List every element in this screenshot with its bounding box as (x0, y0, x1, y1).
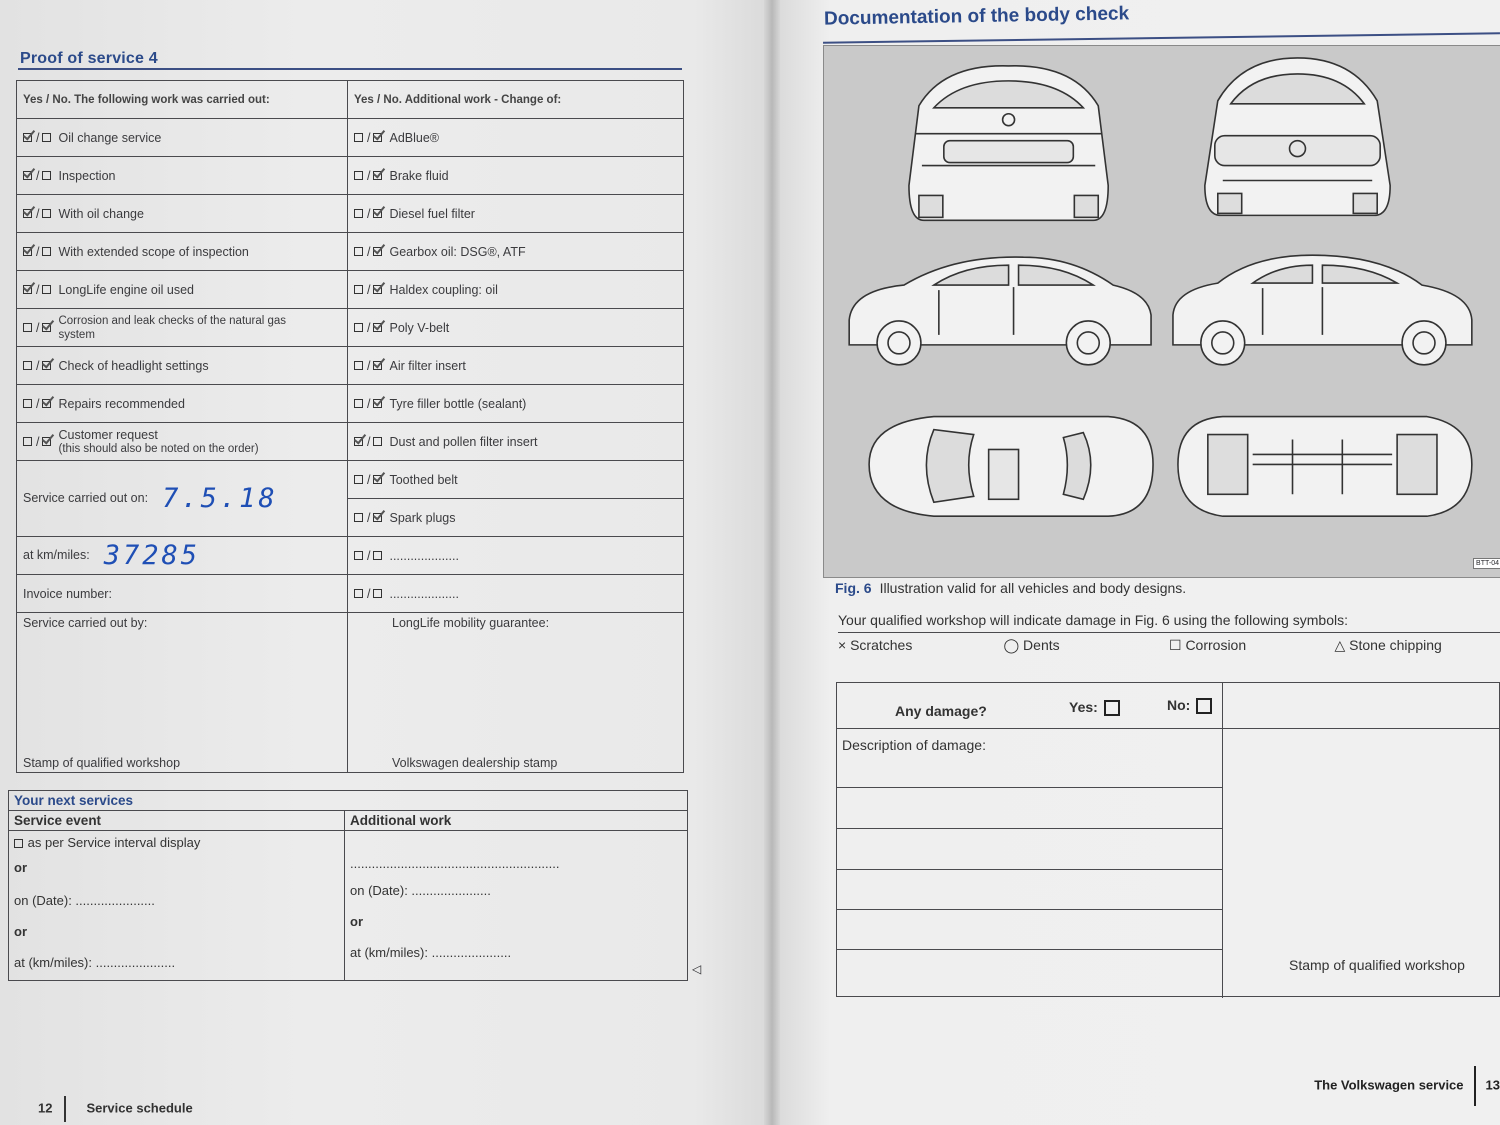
next-services-title: Your next services (9, 791, 688, 811)
checkbox-no[interactable] (42, 209, 51, 218)
left-item-row[interactable]: / Corrosion and leak checks of the natural gas system (17, 309, 348, 347)
checkbox-no[interactable] (42, 361, 51, 370)
right-item-row[interactable]: / Gearbox oil: DSG®, ATF (348, 233, 684, 271)
workshop-stamp-cell[interactable]: Service carried out by: Stamp of qualified workshop (17, 613, 348, 773)
triangle-marker-icon: ◁ (692, 962, 702, 976)
interval-option: as per Service interval display (27, 835, 201, 850)
description-line[interactable] (837, 828, 1222, 829)
item-label: Customer request (58, 427, 158, 442)
right-item-row[interactable]: / Poly V-belt (348, 309, 684, 347)
checkbox-yes[interactable] (354, 399, 363, 408)
left-item-row[interactable]: / Repairs recommended (17, 385, 348, 423)
invoice-label: Invoice number: (23, 586, 112, 601)
checkbox-no[interactable] (373, 209, 382, 218)
item-label: Poly V-belt (389, 320, 450, 335)
item-label: .................... (389, 548, 459, 563)
right-item-row[interactable]: / Air filter insert (348, 347, 684, 385)
item-label: Diesel fuel filter (389, 206, 475, 221)
checkbox-yes[interactable] (23, 247, 32, 256)
right-item-row[interactable]: / Toothed belt (348, 461, 684, 499)
service-date-label: Service carried out on: (23, 490, 149, 505)
checkbox-no[interactable] (373, 285, 382, 294)
checkbox-no[interactable] (373, 247, 382, 256)
description-line[interactable] (837, 949, 1222, 950)
item-label: Gearbox oil: DSG®, ATF (389, 244, 526, 259)
right-item-row[interactable]: / .................... (348, 575, 684, 613)
checkbox-yes[interactable] (354, 361, 363, 370)
car-outlines-svg (824, 46, 1500, 577)
item-sublabel: (this should also be noted on the order) (58, 442, 259, 455)
right-item-row[interactable]: / Diesel fuel filter (348, 195, 684, 233)
header-left: Yes / No. The following work was carried out: (17, 81, 348, 119)
item-label: Corrosion and leak checks of the natural gas (58, 314, 287, 327)
checkbox-no[interactable] (373, 551, 382, 560)
additional-dots[interactable]: .......................................................... (350, 856, 560, 871)
checkbox-yes[interactable] (354, 133, 363, 142)
left-item-row[interactable]: / Oil change service (17, 119, 348, 157)
checkbox-no[interactable] (373, 513, 382, 522)
item-label: With oil change (58, 206, 144, 221)
checkbox-no[interactable] (373, 475, 382, 484)
body-check-title: Documentation of the body check (823, 3, 1130, 30)
yes-label: Yes: (1069, 699, 1098, 715)
item-label: Repairs recommended (58, 396, 185, 411)
item-label: AdBlue® (389, 130, 440, 145)
checkbox-yes[interactable] (23, 133, 32, 142)
right-item-row[interactable]: / Spark plugs (348, 499, 684, 537)
proof-of-service-table (16, 80, 684, 773)
item-label: Dust and pollen filter insert (389, 434, 538, 449)
item-label: Inspection (58, 168, 116, 183)
checkbox-yes[interactable] (23, 171, 32, 180)
left-item-row[interactable]: / Customer request (this should also be noted on the order) (17, 423, 348, 461)
title-rule (18, 68, 682, 70)
checkbox-no[interactable] (42, 399, 51, 408)
item-label: Air filter insert (389, 358, 466, 373)
yes-checkbox[interactable] (1104, 700, 1120, 716)
legend-dents: ◯ Dents (1003, 637, 1060, 653)
damage-form (836, 682, 1500, 997)
col-service-event: Service event (9, 811, 345, 831)
checkbox-yes[interactable] (354, 171, 363, 180)
item-label: LongLife engine oil used (58, 282, 195, 297)
checkbox-yes[interactable] (23, 361, 32, 370)
right-item-row[interactable]: / Haldex coupling: oil (348, 271, 684, 309)
header-right: Yes / No. Additional work - Change of: (348, 81, 684, 119)
checkbox-yes[interactable] (354, 247, 363, 256)
checkbox-no[interactable] (42, 437, 51, 446)
footer-label: Service schedule (86, 1100, 193, 1116)
item-label: Brake fluid (389, 168, 449, 183)
form-divider (1222, 683, 1223, 998)
item-label: .................... (389, 586, 459, 601)
description-line[interactable] (837, 909, 1222, 910)
checkbox-no[interactable] (42, 285, 51, 294)
legend-scratches: × Scratches (838, 637, 913, 653)
right-footer (1314, 1066, 1500, 1106)
checkbox-no[interactable] (373, 323, 382, 332)
checkbox-yes[interactable] (354, 285, 363, 294)
item-label: Haldex coupling: oil (389, 282, 498, 297)
description-line[interactable] (837, 869, 1222, 870)
legend-corrosion: ☐ Corrosion (1169, 637, 1247, 653)
mileage-cell[interactable] (17, 537, 348, 575)
page-number: 13 (1485, 1077, 1500, 1093)
checkbox-yes[interactable] (23, 399, 32, 408)
caption-label: Fig. 6 (835, 580, 872, 596)
checkbox-yes[interactable] (354, 551, 363, 560)
no-checkbox[interactable] (1196, 698, 1212, 714)
vehicle-diagram[interactable] (823, 45, 1500, 578)
right-item-row[interactable]: / .................... (348, 537, 684, 575)
checkbox-yes[interactable] (23, 323, 32, 332)
figure-code: BTT-04 (1473, 558, 1500, 569)
no-label: No: (1167, 697, 1191, 713)
item-label: With extended scope of inspection (58, 244, 249, 259)
item-label: Tyre filler bottle (sealant) (389, 396, 527, 411)
car-rear-view-icon (909, 66, 1108, 221)
stamp-right-label: Volkswagen dealership stamp (392, 756, 558, 770)
damage-question: Any damage? (895, 703, 987, 719)
dealership-stamp-cell[interactable]: LongLife mobility guarantee: Volkswagen dealership stamp (348, 613, 684, 773)
mileage-label: at km/miles: (23, 547, 90, 562)
checkbox-yes[interactable] (23, 285, 32, 294)
legend-stone-chipping: △ Stone chipping (1334, 637, 1442, 653)
checkbox-yes[interactable] (354, 589, 363, 598)
damage-symbol-legend (838, 612, 1500, 654)
caption-text: Illustration valid for all vehicles and body designs. (879, 580, 1187, 596)
stamp-label: Stamp of qualified workshop (1289, 957, 1465, 973)
checkbox-yes[interactable] (23, 437, 32, 446)
checkbox-no[interactable] (373, 133, 382, 142)
item-label: Check of headlight settings (58, 358, 209, 373)
left-footer (38, 1096, 193, 1122)
km-line[interactable]: at (km/miles): ...................... (14, 955, 176, 970)
checkbox-no[interactable] (42, 133, 51, 142)
checkbox-yes[interactable] (354, 513, 363, 522)
invoice-cell[interactable] (17, 575, 348, 613)
next-services-table (8, 790, 688, 981)
right-item-row[interactable]: / Dust and pollen filter insert (348, 423, 684, 461)
additional-work-cell[interactable] (345, 831, 688, 981)
car-side-view-right-icon (1173, 255, 1472, 365)
col-additional-work: Additional work (345, 811, 688, 831)
item-label: Oil change service (58, 130, 162, 145)
right-item-row[interactable]: / Tyre filler bottle (sealant) (348, 385, 684, 423)
left-item-row[interactable]: / With oil change (17, 195, 348, 233)
service-event-cell[interactable] (9, 831, 345, 981)
left-item-row[interactable]: / Check of headlight settings (17, 347, 348, 385)
interval-checkbox[interactable] (14, 839, 23, 848)
service-date-handwritten: 7.5.18 (162, 483, 278, 514)
book-gutter (764, 0, 780, 1125)
item-label: Toothed belt (389, 472, 458, 487)
legend-intro: Your qualified workshop will indicate damage in Fig. 6 using the following symbols: (838, 612, 1348, 628)
add-date-line[interactable]: on (Date): ...................... (350, 883, 491, 898)
or-label: or (350, 914, 363, 929)
or-label: or (14, 860, 27, 875)
page-title: Proof of service 4 (20, 50, 158, 67)
checkbox-no[interactable] (373, 171, 382, 180)
item-sublabel: system (58, 328, 95, 341)
mileage-handwritten: 37285 (103, 540, 200, 571)
checkbox-no[interactable] (373, 361, 382, 370)
checkbox-yes[interactable] (354, 437, 363, 446)
date-line[interactable]: on (Date): ...................... (14, 893, 155, 908)
right-item-row[interactable]: / Brake fluid (348, 157, 684, 195)
car-underbody-icon (1178, 417, 1472, 517)
checkbox-yes[interactable] (354, 323, 363, 332)
service-date-cell[interactable] (17, 461, 348, 537)
left-item-row[interactable]: / LongLife engine oil used (17, 271, 348, 309)
figure-caption (835, 580, 1186, 596)
or-label: or (14, 924, 27, 939)
right-item-row[interactable]: / AdBlue® (348, 119, 684, 157)
checkbox-no[interactable] (42, 323, 51, 332)
car-front-view-icon (1205, 58, 1390, 215)
checkbox-no[interactable] (42, 247, 51, 256)
damage-question-row (837, 683, 1500, 729)
item-label: Spark plugs (389, 510, 456, 525)
checkbox-yes[interactable] (354, 209, 363, 218)
car-side-view-left-icon (849, 257, 1151, 365)
add-km-line[interactable]: at (km/miles): ...................... (350, 945, 512, 960)
footer-label: The Volkswagen service (1314, 1077, 1464, 1093)
checkbox-no[interactable] (373, 589, 382, 598)
stamp-left-label: Stamp of qualified workshop (23, 756, 181, 770)
checkbox-no[interactable] (373, 399, 382, 408)
left-item-row[interactable]: / With extended scope of inspection (17, 233, 348, 271)
checkbox-no[interactable] (42, 171, 51, 180)
checkbox-no[interactable] (373, 437, 382, 446)
description-label: Description of damage: (842, 737, 986, 753)
page-number: 12 (38, 1100, 53, 1116)
left-item-row[interactable]: / Inspection (17, 157, 348, 195)
car-top-view-icon (869, 417, 1153, 517)
checkbox-yes[interactable] (23, 209, 32, 218)
description-line[interactable] (837, 787, 1222, 788)
checkbox-yes[interactable] (354, 475, 363, 484)
